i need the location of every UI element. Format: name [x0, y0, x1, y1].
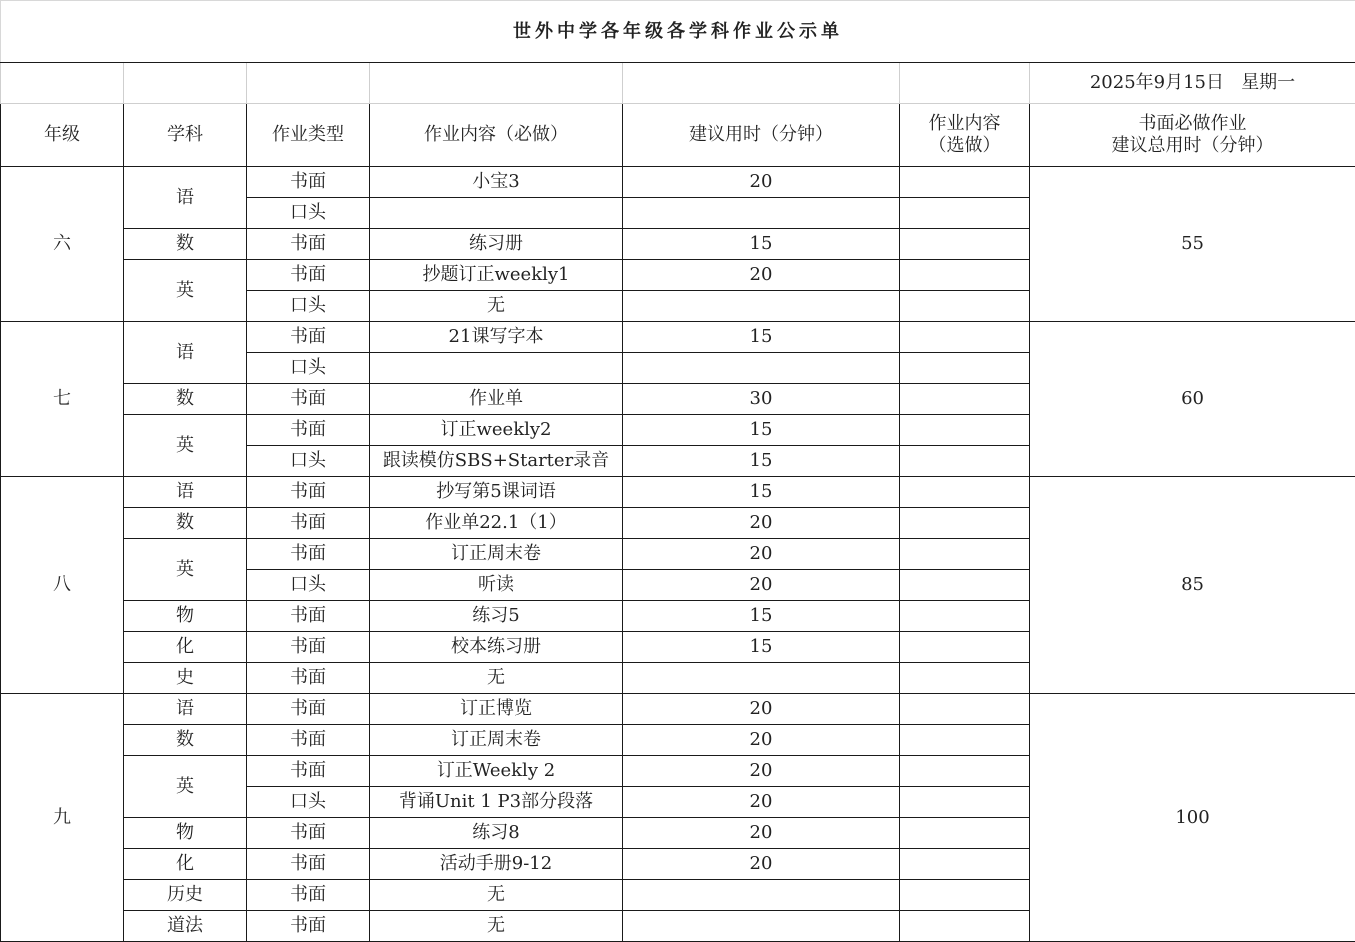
blank-cell	[1, 63, 124, 104]
time-cell	[623, 911, 900, 942]
type-cell: 口头	[247, 198, 370, 229]
time-cell: 20	[623, 260, 900, 291]
date-text: 2025年9月15日	[1089, 72, 1225, 93]
time-cell: 20	[623, 539, 900, 570]
content-cell: 无	[370, 291, 623, 322]
grade-cell: 九	[1, 694, 124, 942]
weekday-text: 星期一	[1241, 72, 1296, 93]
time-cell: 20	[623, 787, 900, 818]
time-cell	[623, 198, 900, 229]
header-row	[1, 104, 1355, 167]
date-spacer	[1224, 72, 1241, 93]
subject-cell: 物	[124, 818, 247, 849]
optional-cell	[900, 725, 1030, 756]
subject-cell: 英	[124, 539, 247, 601]
content-cell: 抄写第5课词语	[370, 477, 623, 508]
time-cell: 20	[623, 818, 900, 849]
total-time-cell: 85	[1030, 477, 1355, 694]
type-cell: 书面	[247, 229, 370, 260]
optional-cell	[900, 539, 1030, 570]
grade-cell: 八	[1, 477, 124, 694]
time-cell: 30	[623, 384, 900, 415]
type-cell: 书面	[247, 322, 370, 353]
content-cell: 订正博览	[370, 694, 623, 725]
subject-cell: 化	[124, 632, 247, 663]
header-subject: 学科	[124, 104, 247, 167]
optional-cell	[900, 291, 1030, 322]
type-cell: 书面	[247, 260, 370, 291]
optional-cell	[900, 446, 1030, 477]
optional-cell	[900, 322, 1030, 353]
subject-cell: 数	[124, 725, 247, 756]
type-cell: 口头	[247, 446, 370, 477]
content-cell: 作业单	[370, 384, 623, 415]
type-cell: 书面	[247, 415, 370, 446]
time-cell: 20	[623, 508, 900, 539]
header-time: 建议用时（分钟）	[623, 104, 900, 167]
subject-cell: 英	[124, 415, 247, 477]
optional-cell	[900, 663, 1030, 694]
content-cell: 练习5	[370, 601, 623, 632]
subject-cell: 语	[124, 322, 247, 384]
type-cell: 书面	[247, 508, 370, 539]
type-cell: 口头	[247, 353, 370, 384]
content-cell: 无	[370, 663, 623, 694]
subject-cell: 历史	[124, 880, 247, 911]
optional-cell	[900, 229, 1030, 260]
time-cell: 15	[623, 601, 900, 632]
time-cell	[623, 880, 900, 911]
content-cell: 跟读模仿SBS+Starter录音	[370, 446, 623, 477]
grade-cell: 七	[1, 322, 124, 477]
type-cell: 书面	[247, 539, 370, 570]
header-optional-line2: （选做）	[928, 135, 1001, 156]
time-cell	[623, 291, 900, 322]
optional-cell	[900, 353, 1030, 384]
title-row	[1, 1, 1355, 63]
header-optional-line1: 作业内容	[928, 113, 1001, 134]
content-cell: 练习8	[370, 818, 623, 849]
time-cell: 20	[623, 570, 900, 601]
blank-cell	[370, 63, 623, 104]
time-cell: 20	[623, 694, 900, 725]
table-row	[1, 167, 1355, 198]
type-cell: 口头	[247, 570, 370, 601]
content-cell: 作业单22.1（1）	[370, 508, 623, 539]
header-total-line1: 书面必做作业	[1138, 113, 1247, 134]
content-cell	[370, 198, 623, 229]
optional-cell	[900, 787, 1030, 818]
type-cell: 书面	[247, 694, 370, 725]
optional-cell	[900, 415, 1030, 446]
grade-cell: 六	[1, 167, 124, 322]
type-cell: 书面	[247, 632, 370, 663]
type-cell: 书面	[247, 601, 370, 632]
content-cell: 校本练习册	[370, 632, 623, 663]
time-cell	[623, 663, 900, 694]
content-cell: 小宝3	[370, 167, 623, 198]
table-row	[1, 694, 1355, 725]
date-cell	[1030, 63, 1355, 104]
total-time-cell: 55	[1030, 167, 1355, 322]
type-cell: 书面	[247, 477, 370, 508]
content-cell	[370, 353, 623, 384]
optional-cell	[900, 694, 1030, 725]
content-cell: 练习册	[370, 229, 623, 260]
optional-cell	[900, 818, 1030, 849]
type-cell: 书面	[247, 756, 370, 787]
header-optional	[900, 104, 1030, 167]
type-cell: 书面	[247, 384, 370, 415]
type-cell: 书面	[247, 725, 370, 756]
table-row	[1, 477, 1355, 508]
optional-cell	[900, 849, 1030, 880]
date-row	[1, 63, 1355, 104]
content-cell: 订正周末卷	[370, 725, 623, 756]
subject-cell: 数	[124, 229, 247, 260]
optional-cell	[900, 477, 1030, 508]
subject-cell: 英	[124, 756, 247, 818]
content-cell: 活动手册9-12	[370, 849, 623, 880]
subject-cell: 语	[124, 477, 247, 508]
type-cell: 书面	[247, 880, 370, 911]
optional-cell	[900, 570, 1030, 601]
content-cell: 订正Weekly 2	[370, 756, 623, 787]
optional-cell	[900, 880, 1030, 911]
subject-cell: 史	[124, 663, 247, 694]
time-cell: 20	[623, 167, 900, 198]
header-total-line2: 建议总用时（分钟）	[1111, 135, 1274, 156]
type-cell: 书面	[247, 849, 370, 880]
optional-cell	[900, 601, 1030, 632]
optional-cell	[900, 632, 1030, 663]
optional-cell	[900, 508, 1030, 539]
total-time-cell: 60	[1030, 322, 1355, 477]
blank-cell	[900, 63, 1030, 104]
optional-cell	[900, 911, 1030, 942]
content-cell: 订正周末卷	[370, 539, 623, 570]
type-cell: 书面	[247, 167, 370, 198]
content-cell: 无	[370, 911, 623, 942]
content-cell: 无	[370, 880, 623, 911]
blank-cell	[247, 63, 370, 104]
optional-cell	[900, 756, 1030, 787]
blank-cell	[124, 63, 247, 104]
type-cell: 书面	[247, 818, 370, 849]
time-cell: 20	[623, 725, 900, 756]
optional-cell	[900, 384, 1030, 415]
subject-cell: 数	[124, 508, 247, 539]
subject-cell: 英	[124, 260, 247, 322]
time-cell: 15	[623, 229, 900, 260]
content-cell: 订正weekly2	[370, 415, 623, 446]
blank-cell	[623, 63, 900, 104]
type-cell: 书面	[247, 911, 370, 942]
header-total	[1030, 104, 1355, 167]
subject-cell: 物	[124, 601, 247, 632]
time-cell	[623, 353, 900, 384]
time-cell: 15	[623, 477, 900, 508]
content-cell: 背诵Unit 1 P3部分段落	[370, 787, 623, 818]
time-cell: 15	[623, 632, 900, 663]
type-cell: 书面	[247, 663, 370, 694]
table-row	[1, 322, 1355, 353]
content-cell: 听读	[370, 570, 623, 601]
page-title: 世外中学各年级各学科作业公示单	[1, 1, 1355, 63]
time-cell: 15	[623, 446, 900, 477]
total-time-cell: 100	[1030, 694, 1355, 942]
subject-cell: 数	[124, 384, 247, 415]
subject-cell: 语	[124, 167, 247, 229]
subject-cell: 语	[124, 694, 247, 725]
time-cell: 15	[623, 322, 900, 353]
time-cell: 15	[623, 415, 900, 446]
subject-cell: 化	[124, 849, 247, 880]
header-type: 作业类型	[247, 104, 370, 167]
header-content: 作业内容（必做）	[370, 104, 623, 167]
optional-cell	[900, 167, 1030, 198]
optional-cell	[900, 260, 1030, 291]
header-grade: 年级	[1, 104, 124, 167]
optional-cell	[900, 198, 1030, 229]
content-cell: 21课写字本	[370, 322, 623, 353]
type-cell: 口头	[247, 787, 370, 818]
time-cell: 20	[623, 756, 900, 787]
content-cell: 抄题订正weekly1	[370, 260, 623, 291]
subject-cell: 道法	[124, 911, 247, 942]
type-cell: 口头	[247, 291, 370, 322]
time-cell: 20	[623, 849, 900, 880]
